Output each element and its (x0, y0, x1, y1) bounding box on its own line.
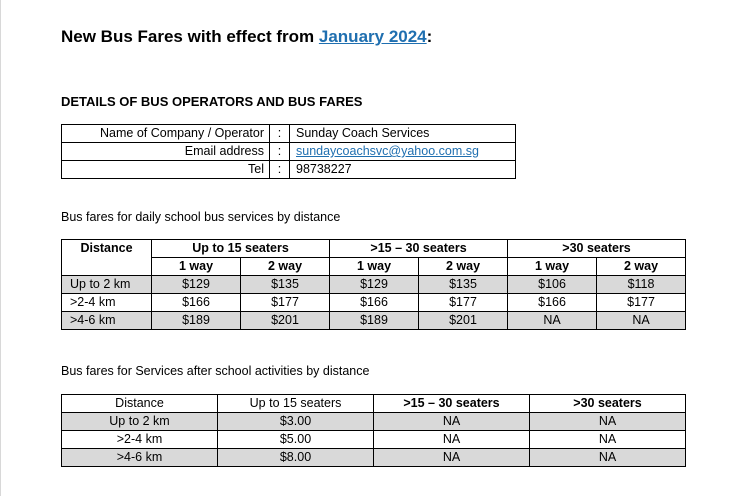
operator-details-table (61, 124, 516, 179)
fare-cell: $201 (241, 312, 330, 330)
group-header-15-30: >15 – 30 seaters (330, 240, 508, 258)
fare-cell: NA (374, 431, 530, 449)
title-date-link[interactable]: January 2024 (318, 27, 427, 46)
fare-cell: NA (530, 449, 686, 467)
fare-cell: NA (374, 413, 530, 431)
subheader-1-way: 1 way (508, 258, 597, 276)
separator: : (270, 125, 290, 143)
title-prefix: New Bus Fares with effect from (61, 27, 319, 46)
fare-cell: NA (530, 413, 686, 431)
distance-header: Distance (62, 240, 152, 276)
table-row (62, 161, 516, 179)
fare-cell: $3.00 (218, 413, 374, 431)
fare-cell: $8.00 (218, 449, 374, 467)
fare-cell: $177 (597, 294, 686, 312)
page-title (61, 27, 432, 47)
fare-cell: $189 (152, 312, 241, 330)
fare-cell: $201 (419, 312, 508, 330)
fare-cell: $135 (241, 276, 330, 294)
fare-cell: $129 (152, 276, 241, 294)
distance-cell: >2-4 km (62, 431, 218, 449)
table-row (62, 449, 686, 467)
distance-cell: >2-4 km (62, 294, 152, 312)
daily-fares-table (61, 239, 686, 330)
email-label: Email address (62, 143, 270, 161)
fare-cell: NA (597, 312, 686, 330)
table-row (62, 294, 686, 312)
page-edge (0, 0, 1, 496)
header-30: >30 seaters (530, 395, 686, 413)
separator: : (270, 143, 290, 161)
fare-cell: NA (530, 431, 686, 449)
tel-value: 98738227 (290, 161, 516, 179)
fare-cell: $135 (419, 276, 508, 294)
table-row (62, 312, 686, 330)
subheader-1-way: 1 way (330, 258, 419, 276)
subheader-2-way: 2 way (419, 258, 508, 276)
table-row (62, 125, 516, 143)
distance-cell: >4-6 km (62, 449, 218, 467)
group-header-30: >30 seaters (508, 240, 686, 258)
tel-label: Tel (62, 161, 270, 179)
fare-cell: $166 (508, 294, 597, 312)
fare-cell: NA (374, 449, 530, 467)
distance-cell: Up to 2 km (62, 413, 218, 431)
header-up-to-15: Up to 15 seaters (218, 395, 374, 413)
fare-cell: $177 (241, 294, 330, 312)
daily-fares-caption: Bus fares for daily school bus services by distance (61, 210, 341, 224)
subheader-2-way: 2 way (241, 258, 330, 276)
subheader-1-way: 1 way (152, 258, 241, 276)
table-subheader-row (62, 258, 686, 276)
fare-cell: $106 (508, 276, 597, 294)
table-header-row (62, 240, 686, 258)
section-heading: DETAILS OF BUS OPERATORS AND BUS FARES (61, 94, 363, 109)
fare-cell: $189 (330, 312, 419, 330)
operator-name-label: Name of Company / Operator (62, 125, 270, 143)
fare-cell: $166 (152, 294, 241, 312)
fare-cell: NA (508, 312, 597, 330)
after-school-caption: Bus fares for Services after school activities by distance (61, 364, 370, 378)
fare-cell: $5.00 (218, 431, 374, 449)
after-school-fares-table (61, 394, 686, 467)
table-row (62, 431, 686, 449)
distance-cell: Up to 2 km (62, 276, 152, 294)
table-row (62, 276, 686, 294)
email-cell (290, 143, 516, 161)
fare-cell: $166 (330, 294, 419, 312)
distance-header: Distance (62, 395, 218, 413)
fare-cell: $177 (419, 294, 508, 312)
table-row (62, 413, 686, 431)
table-header-row (62, 395, 686, 413)
operator-name-value: Sunday Coach Services (290, 125, 516, 143)
title-suffix: : (426, 27, 433, 46)
distance-cell: >4-6 km (62, 312, 152, 330)
fare-cell: $129 (330, 276, 419, 294)
email-link[interactable]: sundaycoachsvc@yahoo.com.sg (296, 144, 479, 158)
subheader-2-way: 2 way (597, 258, 686, 276)
fare-cell: $118 (597, 276, 686, 294)
table-row (62, 143, 516, 161)
separator: : (270, 161, 290, 179)
header-15-30: >15 – 30 seaters (374, 395, 530, 413)
group-header-15: Up to 15 seaters (152, 240, 330, 258)
